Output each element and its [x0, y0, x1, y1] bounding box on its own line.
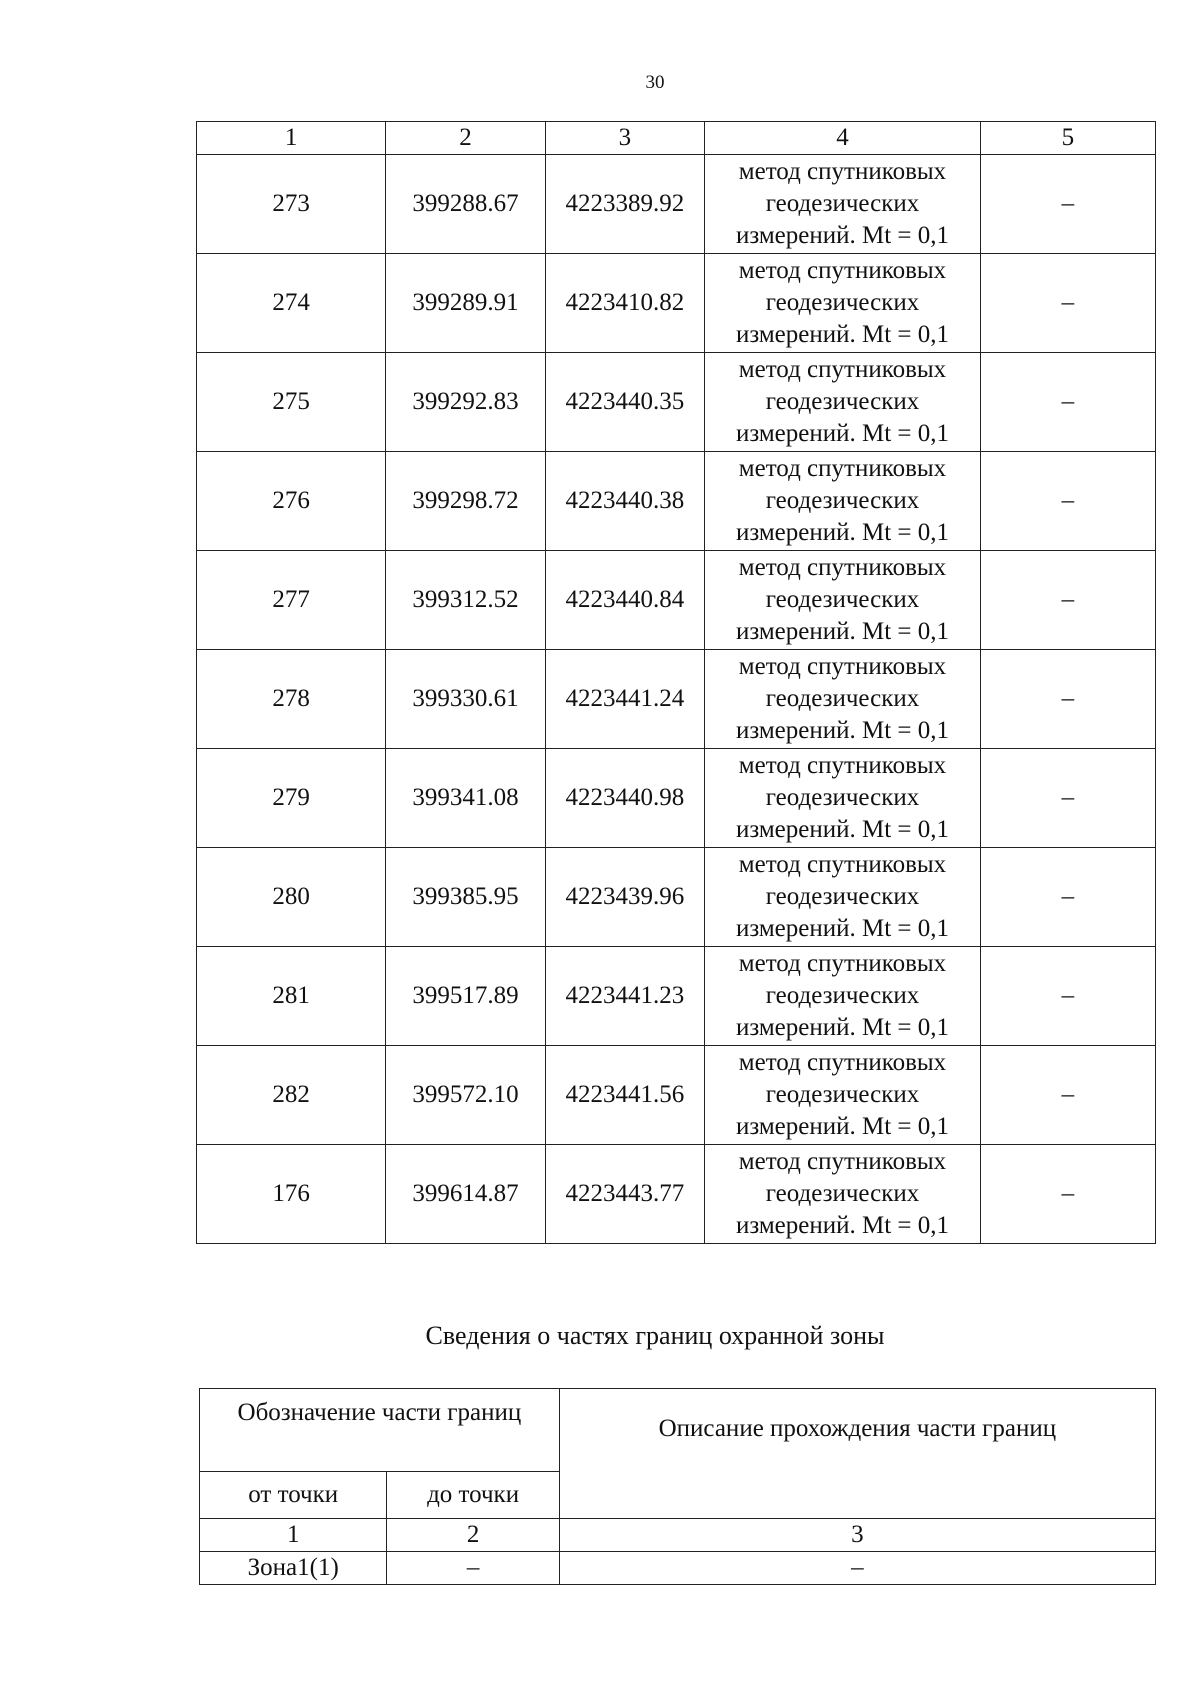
method-cell: [705, 1046, 981, 1145]
point-cell: 274: [197, 254, 386, 353]
method-line: геодезических: [765, 1180, 920, 1207]
method-line: метод спутниковых: [738, 356, 947, 383]
y-coordinate-cell: 4223439.96: [545, 848, 705, 947]
method-line: метод спутниковых: [738, 851, 947, 878]
method-cell: [705, 155, 981, 254]
method-cell: [705, 947, 981, 1046]
method-cell: [705, 848, 981, 947]
point-cell: 277: [197, 551, 386, 650]
method-line: измерений. Mt = 0,1: [735, 618, 950, 645]
column-number: 1: [197, 122, 386, 155]
table-row: [197, 947, 1156, 1046]
method-cell: [705, 1145, 981, 1244]
x-coordinate-cell: 399572.10: [386, 1046, 545, 1145]
y-coordinate-cell: 4223441.23: [545, 947, 705, 1046]
x-coordinate-cell: 399289.91: [386, 254, 545, 353]
description-cell: –: [559, 1552, 1155, 1585]
method-line: метод спутниковых: [738, 554, 947, 581]
point-cell: 273: [197, 155, 386, 254]
y-coordinate-cell: 4223440.38: [545, 452, 705, 551]
method-line: геодезических: [765, 784, 920, 811]
method-line: измерений. Mt = 0,1: [735, 519, 950, 546]
method-line: метод спутниковых: [738, 1049, 947, 1076]
method-line: измерений. Mt = 0,1: [735, 816, 950, 843]
to-point-cell: –: [387, 1552, 559, 1585]
point-cell: 279: [197, 749, 386, 848]
table-row: [197, 650, 1156, 749]
point-cell: 176: [197, 1145, 386, 1244]
x-coordinate-cell: 399312.52: [386, 551, 545, 650]
method-line: геодезических: [765, 883, 920, 910]
designation-header: Обозначение части границ: [200, 1389, 560, 1472]
point-cell: 278: [197, 650, 386, 749]
method-line: измерений. Mt = 0,1: [735, 717, 950, 744]
note-cell: –: [980, 353, 1155, 452]
method-line: измерений. Mt = 0,1: [735, 420, 950, 447]
method-line: геодезических: [765, 487, 920, 514]
x-coordinate-cell: 399385.95: [386, 848, 545, 947]
method-line: метод спутниковых: [738, 950, 947, 977]
x-coordinate-cell: 399292.83: [386, 353, 545, 452]
note-cell: –: [980, 155, 1155, 254]
method-line: измерений. Mt = 0,1: [735, 1113, 950, 1140]
method-line: измерений. Mt = 0,1: [735, 222, 950, 249]
page-number: 30: [645, 72, 665, 93]
method-line: метод спутниковых: [738, 1148, 947, 1175]
method-cell: [705, 452, 981, 551]
method-line: измерений. Mt = 0,1: [735, 1212, 950, 1239]
method-cell: [705, 254, 981, 353]
column-number-row: [197, 122, 1156, 155]
section-heading: Сведения о частях границ охранной зоны: [425, 1321, 885, 1350]
x-coordinate-cell: 399341.08: [386, 749, 545, 848]
column-number: 2: [386, 122, 545, 155]
column-number: 3: [545, 122, 705, 155]
note-cell: –: [980, 452, 1155, 551]
x-coordinate-cell: 399298.72: [386, 452, 545, 551]
y-coordinate-cell: 4223440.98: [545, 749, 705, 848]
method-line: геодезических: [765, 388, 920, 415]
point-cell: 275: [197, 353, 386, 452]
header-row: [200, 1389, 1156, 1472]
y-coordinate-cell: 4223441.24: [545, 650, 705, 749]
y-coordinate-cell: 4223441.56: [545, 1046, 705, 1145]
y-coordinate-cell: 4223410.82: [545, 254, 705, 353]
method-line: метод спутниковых: [738, 752, 947, 779]
from-point-cell: Зона1(1): [200, 1552, 387, 1585]
method-line: геодезических: [765, 586, 920, 613]
table-row: [197, 254, 1156, 353]
table-row: [197, 353, 1156, 452]
method-line: геодезических: [765, 685, 920, 712]
note-cell: –: [980, 1145, 1155, 1244]
note-cell: –: [980, 254, 1155, 353]
table-row: [197, 749, 1156, 848]
to-point-header: до точки: [387, 1472, 559, 1519]
point-cell: 281: [197, 947, 386, 1046]
note-cell: –: [980, 650, 1155, 749]
method-line: метод спутниковых: [738, 158, 947, 185]
y-coordinate-cell: 4223440.84: [545, 551, 705, 650]
point-cell: 282: [197, 1046, 386, 1145]
note-cell: –: [980, 1046, 1155, 1145]
table-row: [197, 551, 1156, 650]
x-coordinate-cell: 399614.87: [386, 1145, 545, 1244]
method-cell: [705, 749, 981, 848]
method-line: геодезических: [765, 982, 920, 1009]
x-coordinate-cell: 399288.67: [386, 155, 545, 254]
table-row: [200, 1552, 1156, 1585]
note-cell: –: [980, 848, 1155, 947]
column-number-row: [200, 1519, 1156, 1552]
note-cell: –: [980, 749, 1155, 848]
x-coordinate-cell: 399330.61: [386, 650, 545, 749]
method-line: измерений. Mt = 0,1: [735, 1014, 950, 1041]
method-line: метод спутниковых: [738, 257, 947, 284]
method-cell: [705, 650, 981, 749]
point-cell: 276: [197, 452, 386, 551]
method-line: измерений. Mt = 0,1: [735, 915, 950, 942]
table-row: [197, 848, 1156, 947]
point-cell: 280: [197, 848, 386, 947]
column-number: 5: [980, 122, 1155, 155]
method-cell: [705, 551, 981, 650]
table-row: [197, 452, 1156, 551]
method-line: метод спутниковых: [738, 653, 947, 680]
coordinates-table: [196, 121, 1156, 1244]
table-row: [197, 155, 1156, 254]
y-coordinate-cell: 4223389.92: [545, 155, 705, 254]
column-number: 3: [559, 1519, 1155, 1552]
column-number: 1: [200, 1519, 387, 1552]
y-coordinate-cell: 4223440.35: [545, 353, 705, 452]
y-coordinate-cell: 4223443.77: [545, 1145, 705, 1244]
method-line: измерений. Mt = 0,1: [735, 321, 950, 348]
method-line: геодезических: [765, 289, 920, 316]
from-point-header: от точки: [200, 1472, 387, 1519]
column-number: 2: [387, 1519, 559, 1552]
description-header: Описание прохождения части границ: [559, 1389, 1155, 1519]
table-row: [197, 1046, 1156, 1145]
method-line: метод спутниковых: [738, 455, 947, 482]
column-number: 4: [705, 122, 981, 155]
method-line: геодезических: [765, 190, 920, 217]
note-cell: –: [980, 551, 1155, 650]
method-cell: [705, 353, 981, 452]
x-coordinate-cell: 399517.89: [386, 947, 545, 1046]
method-line: геодезических: [765, 1081, 920, 1108]
note-cell: –: [980, 947, 1155, 1046]
table-row: [197, 1145, 1156, 1244]
boundary-parts-table: [199, 1388, 1156, 1585]
